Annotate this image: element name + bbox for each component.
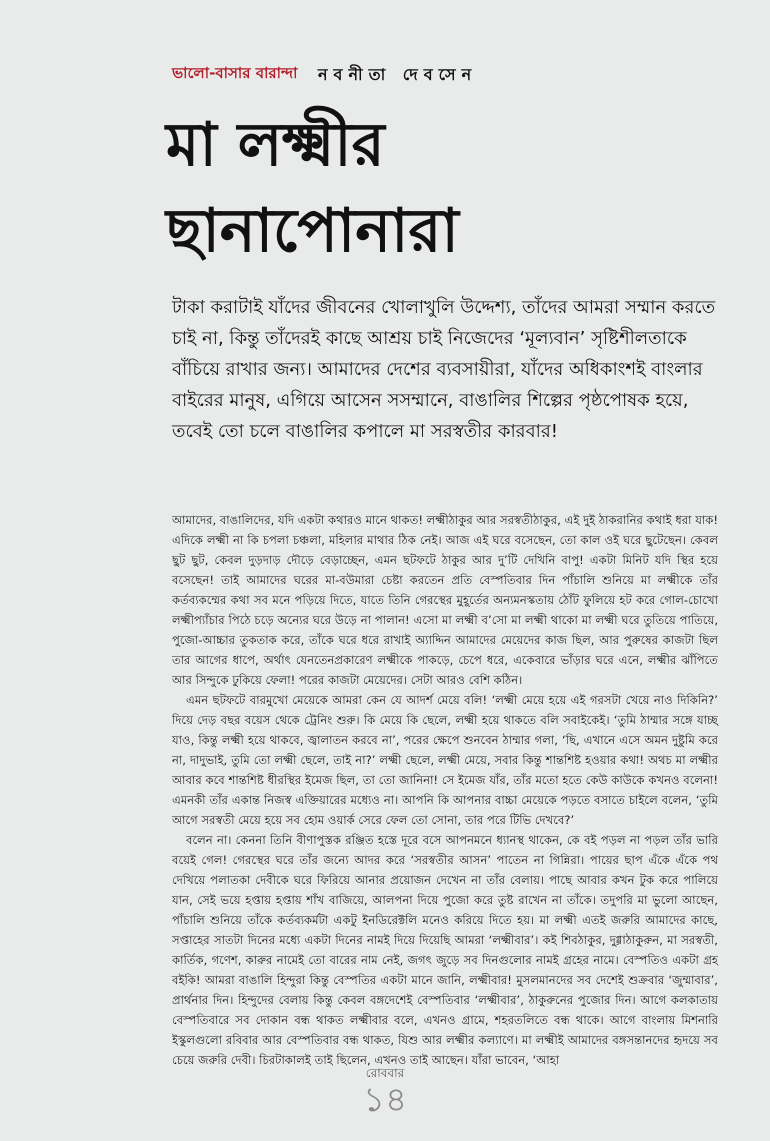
page-footer: [0, 1066, 770, 1120]
magazine-name: রোববার: [365, 1066, 405, 1080]
author-name: নবনীতা দেবসেন: [318, 65, 478, 84]
title-line-1: মা লক্ষ্মীর: [166, 110, 385, 180]
article-title: [166, 102, 766, 274]
article-body: [172, 510, 719, 1067]
body-paragraph-3: বলেন না। কেননা তিনি বীণাপুস্তক রঞ্জিত হস্তে দূরে বসে আপনমনে ধ্যানস্থ থাকেন, কে বই পড়ল না পড়ল তাঁর ভারি বয়েই গেল! গেরস্থের ঘরে তাঁর জন্যে আদর করে ‘সরস্বতীর আসন’ পাতেন না গিন্নিরা। পায়ের ছাপ এঁকে এঁকে পথ দেখিয়ে পলাতকা দেবীকে ঘরে ফিরিয়ে আনার প্রয়োজন দেখেন না তাঁর বেলায়। পাছে আবার কখন টুক করে পালিয়ে যান, সেই ভয়ে হপ্তায় হপ্তায় শাঁখ বাজিয়ে, আলপনা দিয়ে পুজো করে তুষ্ট রাখেন না তাঁকে। তদুপরি মা ভুলো আছেন, পাঁচালি শুনিয়ে তাঁকে কর্তব্যকর্মটা একটু ইনডিরেক্টলি মনেও করিয়ে দিতে হয়। মা লক্ষ্মী এতই জরুরি আমাদের কাছে, সপ্তাহের সাতটা দিনের মধ্যে একটা দিনের নামই দিয়ে দিয়েছি আমরা ‘লক্ষ্মীবার’। কই শিবঠাকুর, দুগ্গাঠাকুরুন, মা সরস্বতী, কার্তিক, গণেশ, কারুর নামেই তো বারের নাম নেই, জগৎ জুড়ে সব দিনগুলোর নামই গ্রহের নামে। বেস্পতিও একটা গ্রহ বইকি! আমরা বাঙালি হিন্দুরা কিন্তু বেস্পতির একটা মানে জানি, লক্ষ্মীবার! মুসলমানদের সব দেশেই শুক্রবার ‘জুম্মাবার’, প্রার্থনার দিন। হিন্দুদের বেলায় কিন্তু কেবল বঙ্গদেশেই বেস্পতিবার ‘লক্ষ্মীবার’, ঠাকুরুনের পুজোর দিন। আগে কলকাতায় বেস্পতিবারে সব দোকান বন্ধ থাকত লক্ষ্মীবার বলে, এখনও গ্রামে, শহরতলিতে বন্ধ থাকে। আগে বাংলায় মিশনারি ইস্কুলগুলো রবিবার আর বেস্পতিবার বন্ধ থাকত, যিশু আর লক্ষ্মীর কল্যাণে। মা লক্ষ্মীই আমাদের বঙ্গসন্তানদের হৃদয়ে সব চেয়ে জরুরি দেবী। চিরটাকালই তাই ছিলেন, এখনও তাই আছেন। যাঁরা ভাবেন, ‘আহা: [172, 833, 718, 1067]
body-paragraph-1: আমাদের, বাঙালিদের, যদি একটা কথারও মানে থাকত! লক্ষ্মীঠাকুর আর সরস্বতীঠাকুর, এই দুই ঠাকরানির কথাই ধরা যাক! এদিকে লক্ষ্মী না কি চপলা চঞ্চলা, মহিলার মাথার ঠিক নেই। আজ এই ঘরে বসেছেন, তো কাল ওই ঘরে ছুটেছেন। কেবল ছুট ছুট, কেবল দুড়দাড় দৌড়ে বেড়াচ্ছেন, এমন ছটফটে ঠাকুর আর দু’টি দেখিনি বাপু! একটা মিনিট যদি স্থির হয়ে বসেছেন! তাই আমাদের ঘরের মা-বউমারা চেষ্টা করতেন প্রতি বেস্পতিবার দিন পাঁচালি শুনিয়ে মা লক্ষ্মীকে তাঁর কর্তব্যকম্মের কথা সব মনে পড়িয়ে দিতে, যাতে তিনি গেরস্থের মুহূর্তের অন্যমনস্কতায় ঠোঁট ফুলিয়ে হট করে গোল-চোখো লক্ষ্মীপ্যাঁচার পিঠে চড়ে অন্যের ঘরে উড়ে না পালান! এসো মা লক্ষ্মী ব’সো মা লক্ষ্মী থাকো মা লক্ষ্মী ঘরে তুতিয়ে পাতিয়ে, পুজো-আচ্চার তুকতাক করে, তাঁকে ঘরে ধরে রাখাই অ্যাদ্দিন আমাদের মেয়েদের কাজ ছিল, আর পুরুষের কাজটা ছিল তার আগের ধাপে, অর্থাৎ যেনতেনপ্রকারেণ লক্ষ্মীকে পাকড়ে, চেপে ধরে, একেবারে ভাঁড়ার ঘরে এনে, লক্ষ্মীর ঝাঁপিতে আর সিন্দুকে ঢুকিয়ে ফেলা! পরের কাজটা মেয়েদের। সেটা আরও বেশি কঠিন।: [172, 513, 719, 687]
page-number: ১৪: [362, 1080, 408, 1120]
standfirst: টাকা করাটাই যাঁদের জীবনের খোলাখুলি উদ্দেশ্য, তাঁদের আমরা সম্মান করতে চাই না, কিন্তু তাঁদেরই কাছে আশ্রয় চাই নিজেদের ‘মূল্যবান’ সৃষ্টিশীলতাকে বাঁচিয়ে রাখার জন্য। আমাদের দেশের ব্যবসায়ীরা, যাঁদের অধিকাংশই বাংলার বাইরের মানুষ, এগিয়ে আসেন সসম্মানে, বাঙালির শিল্পের পৃষ্ঠপোষক হয়ে, তবেই তো চলে বাঙালির কপালে মা সরস্বতীর কারবার!: [172, 297, 716, 442]
title-line-2: ছানাপোনারা: [166, 196, 459, 266]
column-kicker: ভালো-বাসার বারান্দা: [172, 64, 298, 82]
body-paragraph-2: এমন ছটফটে বারমুখো মেয়েকে আমরা কেন যে আদর্শ মেয়ে বলি! ‘লক্ষ্মী মেয়ে হয়ে এই গরসটা খেয়ে নাও দিকিনি?’ দিয়ে দেড় বছর বয়েস থেকে ট্রেনিং শুরু। কি মেয়ে কি ছেলে, লক্ষ্মী হয়ে থাকতে বলি সবাইকেই। ‘তুমি ঠাম্মার সঙ্গে যাচ্ছ যাও, কিন্তু লক্ষ্মী হয়ে থাকবে, জ্বালাতন করবে না’, পরের ক্ষেপে শুনবেন ঠাম্মার গলা, ‘ছি, এখানে এসে অমন দুষ্টুমি করে না, দাদুভাই, তুমি তো লক্ষ্মী ছেলে, তাই না?’ লক্ষ্মী ছেলে, লক্ষ্মী মেয়ে, সবার কিন্তু শান্তশিষ্ট হওয়ার কথা! অথচ মা লক্ষ্মীর আবার কবে শান্তশিষ্ট ধীরস্থির ইমেজ ছিল, তা তো জানিনা! সে ইমেজ যাঁর, তাঁর মতো হতে কেউ কাউকে কখনও বলেনা! এমনকী তাঁর একান্ত নিজস্ব এক্তিয়ারের মধ্যেও না। আপনি কি আপনার বাচ্চা মেয়েকে পড়তে বসাতে চাইলে বলেন, ‘তুমি আগে সরস্বতী মেয়ে হয়ে সব হোম ওয়ার্ক সেরে ফেল তো সোনা, তার পরে টিভি দেখবে?’: [172, 693, 718, 827]
